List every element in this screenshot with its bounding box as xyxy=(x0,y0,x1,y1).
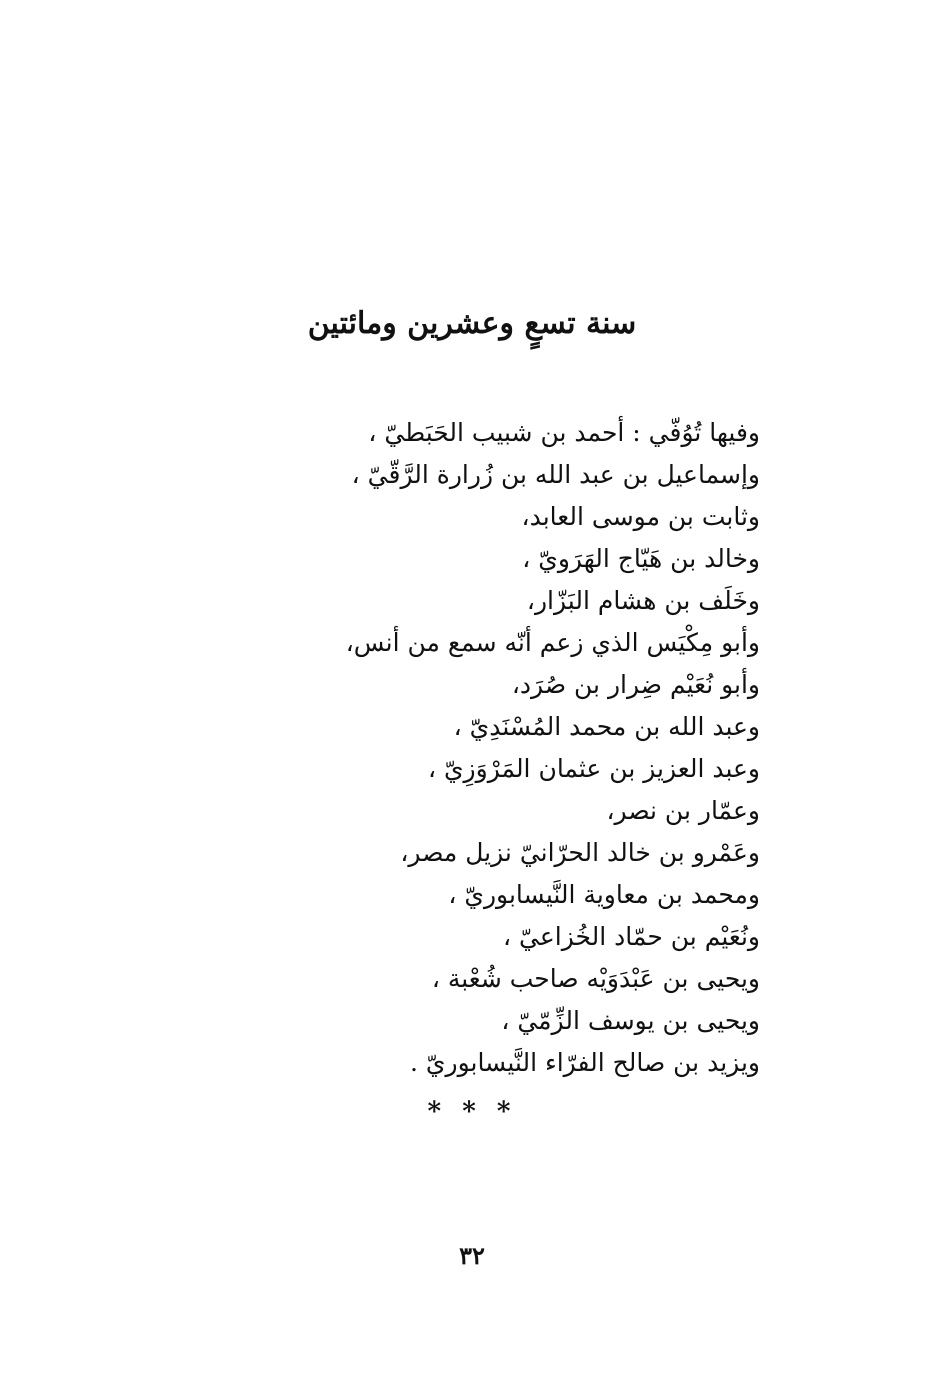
list-item: وإسماعيل بن عبد الله بن زُرارة الرَّقّيّ ، xyxy=(351,460,760,489)
list-item: وعبد الله بن محمد المُسْنَدِيّ ، xyxy=(453,712,760,741)
obituary-list xyxy=(180,412,760,1084)
list-item: وفيها تُوُفّي : أحمد بن شبيب الحَبَطيّ ، xyxy=(368,418,760,447)
list-item: وثابت بن موسى العابد، xyxy=(521,502,760,531)
list-item: ومحمد بن معاوية النَّيسابوريّ ، xyxy=(448,880,760,909)
list-item: وعَمْرو بن خالد الحرّانيّ نزيل مصر، xyxy=(400,838,760,867)
page-number: ٣٢ xyxy=(459,1241,485,1270)
list-item: وأبو نُعَيْم ضِرار بن صُرَد، xyxy=(511,670,760,699)
list-item: ونُعَيْم بن حمّاد الخُزاعيّ ، xyxy=(503,922,760,951)
list-item: وأبو مِكْيَس الذي زعم أنّه سمع من أنس، xyxy=(345,628,760,657)
list-item: وعبد العزيز بن عثمان المَرْوَزِيّ ، xyxy=(427,754,760,783)
list-item: ويحيى بن يوسف الزِّمّيّ ، xyxy=(501,1006,760,1035)
list-item: وخَلَف بن هشام البَزّار، xyxy=(526,586,760,615)
list-item: وعمّار بن نصر، xyxy=(606,796,760,825)
section-title: سنة تسعٍ وعشرين ومائتين xyxy=(307,306,637,342)
list-item: وخالد بن هَيّاج الهَرَويّ ، xyxy=(522,544,760,573)
list-item: ويزيد بن صالح الفرّاء النَّيسابوريّ . xyxy=(410,1048,760,1077)
list-item: ويحيى بن عَبْدَوَيْه صاحب شُعْبة ، xyxy=(431,964,760,993)
section-separator: * * * xyxy=(427,1097,517,1127)
